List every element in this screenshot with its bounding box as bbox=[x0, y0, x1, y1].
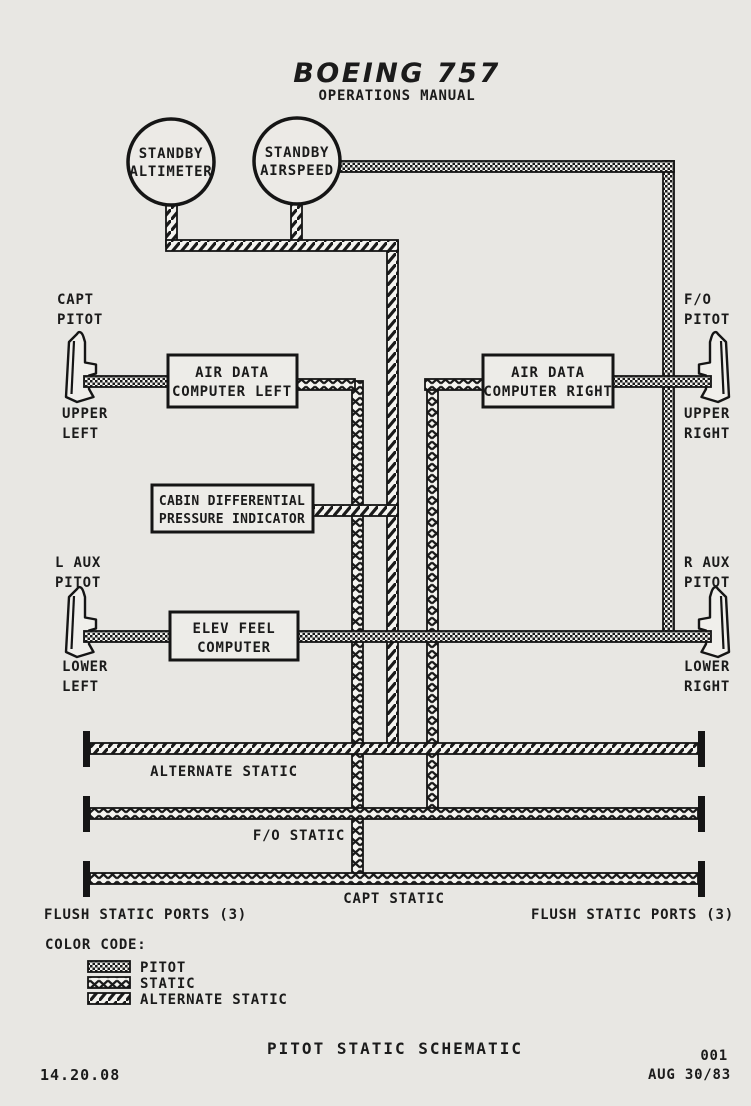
page-number: 001 bbox=[700, 1048, 728, 1064]
capt-static-manifold bbox=[90, 873, 698, 884]
r-aux-pitot-probe-icon bbox=[699, 587, 729, 657]
standby-airspeed-label-2: AIRSPEED bbox=[260, 163, 334, 179]
standby-altimeter-label-1: STANDBY bbox=[138, 146, 204, 162]
color-code-title: COLOR CODE: bbox=[45, 937, 147, 953]
standby-airspeed-label-1: STANDBY bbox=[264, 145, 330, 161]
port-cap bbox=[83, 861, 90, 897]
alt-static-cabin-connector bbox=[311, 505, 398, 516]
revision-date: AUG 30/83 bbox=[647, 1067, 731, 1083]
lower-left-label-1: LOWER bbox=[62, 659, 109, 675]
l-aux-pitot-label-1: L AUX bbox=[55, 555, 102, 571]
legend-alternate-static-swatch-icon bbox=[88, 993, 130, 1004]
upper-left-label-2: LEFT bbox=[62, 426, 99, 442]
port-cap bbox=[698, 731, 705, 767]
flush-static-ports-right-label: FLUSH STATIC PORTS (3) bbox=[530, 907, 734, 923]
elev-feel-computer bbox=[170, 612, 298, 660]
port-cap bbox=[83, 731, 90, 767]
standby-airspeed bbox=[254, 118, 340, 204]
cabin-diff-label-2: PRESSURE INDICATOR bbox=[158, 512, 306, 527]
legend-static-swatch-icon bbox=[88, 977, 130, 988]
pitot-line-standby-vertical bbox=[663, 161, 674, 642]
operations-manual-subtitle: OPERATIONS MANUAL bbox=[318, 88, 476, 104]
standby-altimeter-label-2: ALTIMETER bbox=[129, 164, 213, 180]
port-cap bbox=[83, 796, 90, 832]
r-aux-pitot-label-1: R AUX bbox=[684, 555, 731, 571]
r-aux-pitot-label-2: PITOT bbox=[684, 575, 731, 591]
cabin-diff-pressure-indicator bbox=[152, 485, 313, 532]
static-line-adc-right-out bbox=[425, 379, 485, 390]
capt-pitot-label-2: PITOT bbox=[57, 312, 104, 328]
capt-static-label: CAPT STATIC bbox=[343, 891, 445, 907]
adc-left bbox=[168, 355, 297, 407]
flush-static-ports-left-label: FLUSH STATIC PORTS (3) bbox=[44, 907, 248, 923]
adc-right bbox=[483, 355, 613, 407]
fo-pitot-probe-icon bbox=[699, 332, 729, 402]
adc-right-label-2: COMPUTER RIGHT bbox=[483, 384, 613, 400]
alternate-static-manifold bbox=[90, 743, 698, 754]
legend-alternate-static-label: ALTERNATE STATIC bbox=[140, 992, 288, 1008]
adc-left-label-1: AIR DATA bbox=[195, 365, 269, 381]
fo-static-label: F/O STATIC bbox=[252, 828, 346, 844]
fo-pitot-label-1: F/O bbox=[684, 292, 712, 308]
chapter-reference: 14.20.08 bbox=[40, 1066, 121, 1084]
elev-feel-label-2: COMPUTER bbox=[197, 640, 271, 656]
port-cap bbox=[698, 796, 705, 832]
page-footer bbox=[40, 1039, 731, 1084]
pitot-line-elev-to-r-aux bbox=[296, 631, 711, 642]
fo-pitot-label-2: PITOT bbox=[684, 312, 731, 328]
manifold-labels bbox=[44, 764, 734, 923]
upper-left-label-1: UPPER bbox=[62, 406, 109, 422]
upper-right-label-2: RIGHT bbox=[684, 426, 731, 442]
static-line-adc-left-out bbox=[295, 379, 355, 390]
legend-pitot-label: PITOT bbox=[140, 960, 187, 976]
fo-static-manifold bbox=[90, 808, 698, 819]
alternate-static-label: ALTERNATE STATIC bbox=[150, 764, 298, 780]
l-aux-pitot-probe-icon bbox=[66, 587, 96, 657]
standby-altimeter-circle bbox=[128, 119, 214, 205]
pitot-line-l-aux bbox=[84, 631, 172, 642]
boeing-757-logo: BOEING 757 bbox=[293, 58, 501, 89]
color-code-legend bbox=[45, 937, 288, 1008]
port-cap bbox=[698, 861, 705, 897]
upper-right-label-1: UPPER bbox=[684, 406, 731, 422]
capt-pitot-label-1: CAPT bbox=[57, 292, 94, 308]
capt-pitot-probe-icon bbox=[66, 332, 96, 402]
alt-static-line-vertical bbox=[387, 242, 398, 754]
adc-left-label-2: COMPUTER LEFT bbox=[172, 384, 292, 400]
pitot-line-capt bbox=[84, 376, 172, 387]
legend-pitot-swatch-icon bbox=[88, 961, 130, 972]
standby-altimeter bbox=[128, 119, 214, 205]
adc-right-label-1: AIR DATA bbox=[511, 365, 585, 381]
lower-left-label-2: LEFT bbox=[62, 679, 99, 695]
pitot-line-standby-horizontal bbox=[338, 161, 674, 172]
lower-right-label-2: RIGHT bbox=[684, 679, 731, 695]
alt-static-connector-horizontal bbox=[166, 240, 398, 251]
legend-static-label: STATIC bbox=[140, 976, 196, 992]
schematic-title: PITOT STATIC SCHEMATIC bbox=[267, 1039, 523, 1058]
l-aux-pitot-label-2: PITOT bbox=[55, 575, 102, 591]
standby-airspeed-circle bbox=[254, 118, 340, 204]
elev-feel-label-1: ELEV FEEL bbox=[192, 621, 276, 637]
cabin-diff-label-1: CABIN DIFFERENTIAL bbox=[158, 494, 306, 509]
lower-right-label-1: LOWER bbox=[684, 659, 731, 675]
pitot-line-fo bbox=[611, 376, 711, 387]
